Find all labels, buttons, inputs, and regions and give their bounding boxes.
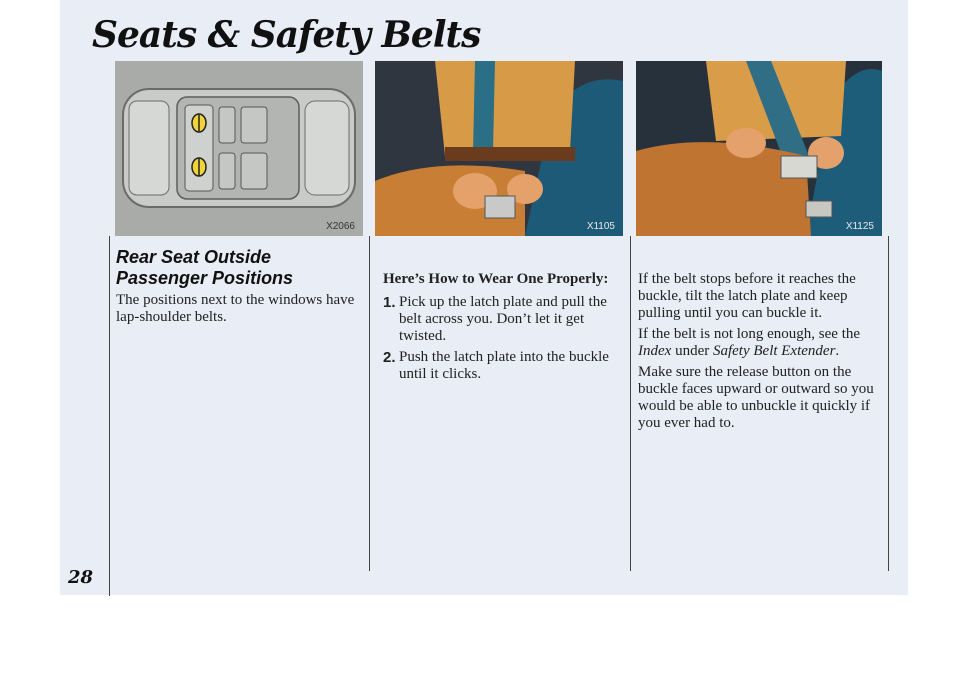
extender-reference: Safety Belt Extender (712, 343, 836, 359)
column-2-text (383, 271, 623, 387)
column-rule-right (630, 236, 631, 571)
instructions-heading: Here’s How to Wear One Properly: (383, 271, 609, 287)
step-text: Pick up the latch plate and pull the belt across you. Don’t let it get twisted. (399, 294, 607, 344)
figure-label: X2066 (326, 221, 355, 232)
text-span: If the belt is not long enough, see the (638, 326, 861, 342)
step-number: 2. (383, 349, 396, 366)
list-item (383, 294, 623, 345)
body-paragraph: If the belt stops before it reaches the buckle, tilt the latch plate and keep pulling until you can buckle it. (638, 271, 856, 321)
car-top-view-illustration-icon (115, 61, 363, 236)
body-paragraph: The positions next to the windows have lap-shoulder belts. (116, 292, 355, 325)
page-title: Seats & Safety Belts (92, 14, 481, 56)
text-span: . (835, 343, 840, 359)
column-rule-left (109, 236, 110, 596)
car-top-view-figure (115, 61, 363, 236)
column-rule-far-right (888, 236, 889, 571)
person-pulling-belt-illustration-icon (375, 61, 623, 236)
figure-label: X1105 (586, 221, 615, 232)
column-1-text (116, 292, 362, 330)
person-buckling-belt-illustration-icon (636, 61, 882, 236)
belt-pull-figure (375, 61, 623, 236)
body-paragraph: Make sure the release button on the buckle faces upward or outward so you would be able to unbuckle it quickly if you ever had to. (638, 364, 874, 431)
column-3-text (638, 271, 878, 436)
belt-buckle-figure (636, 61, 882, 236)
instruction-steps (383, 294, 623, 383)
column-rule-middle (369, 236, 370, 571)
list-item (383, 349, 623, 383)
figure-label: X1125 (845, 221, 874, 232)
body-paragraph (638, 326, 878, 360)
step-text: Push the latch plate into the buckle until it clicks. (399, 349, 609, 382)
text-span: under (671, 343, 713, 359)
step-number: 1. (383, 294, 396, 311)
section-subheading: Rear Seat Outside Passenger Positions (116, 247, 294, 288)
index-reference: Index (638, 343, 672, 359)
page-number: 28 (68, 567, 94, 588)
